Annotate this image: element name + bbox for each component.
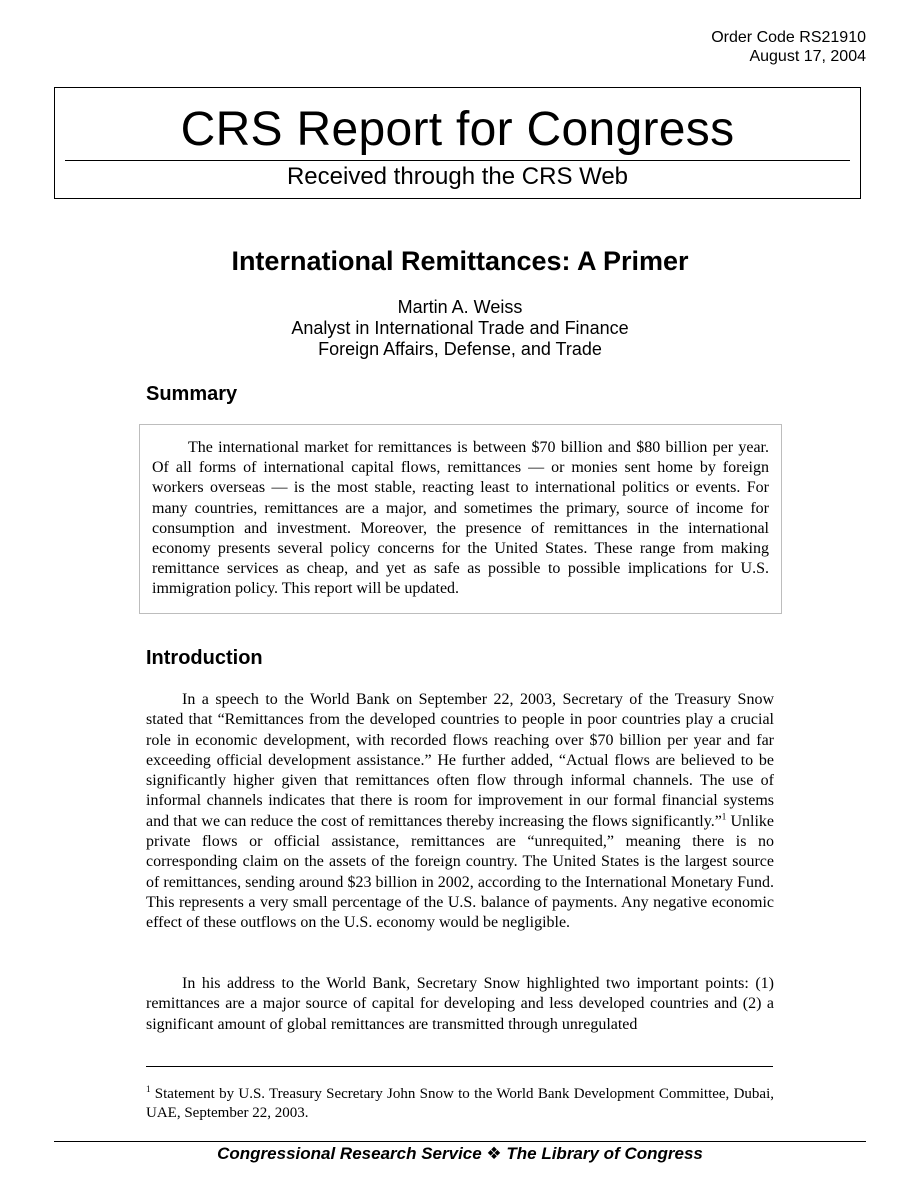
order-code: Order Code RS21910: [711, 29, 866, 46]
masthead-divider: [65, 160, 850, 161]
paragraph-text: Unlike private flows or official assistance, remittances are “unrequited,” meaning there is no corresponding claim on the assets of the foreign country. The United States is the largest source of remittances, sending around $23 billion in 2002, according to the International Monetary Fund. This represents a very small percentage of the U.S. balance of payments. Any negative economic effect of these outflows on the U.S. economy would be negligible.: [146, 812, 774, 932]
footer: Congressional Research Service ❖ The Library of Congress: [217, 1144, 703, 1163]
footnote: [146, 1085, 774, 1123]
footnote-text: Statement by U.S. Treasury Secretary John Snow to the World Bank Development Committee, Dubai, UAE, September 22, 2003.: [146, 1086, 774, 1121]
footer-divider: [54, 1141, 866, 1142]
footnote-ref[interactable]: 1: [721, 811, 727, 822]
report-title: International Remittances: A Primer: [231, 246, 689, 276]
author-name: Martin A. Weiss: [397, 297, 523, 317]
report-date: August 17, 2004: [749, 48, 866, 65]
footnote-divider: [146, 1066, 773, 1067]
introduction-paragraph-2: In his address to the World Bank, Secretary Snow highlighted two important points: (1) remittances are a major source of capital for developing and less developed countries and (2) a significant amount of global remittances are transmitted through unregulated: [146, 975, 774, 1033]
masthead-title: CRS Report for Congress: [180, 103, 735, 156]
author-division: Foreign Affairs, Defense, and Trade: [318, 339, 602, 359]
introduction-paragraph-1: [146, 690, 774, 934]
masthead: [54, 87, 861, 199]
order-info: [711, 28, 866, 66]
author-block: [0, 297, 920, 360]
summary-text: The international market for remittances is between $70 billion and $80 billion per year. Of all forms of international capital flows, remittances — or monies sent home by foreign workers overseas — is the most stable, reacting least to international politics or events. For many countries, remittances are a major, and sometimes the primary, source of income for consumption and investment. Moreover, the presence of remittances in the international economy presents several policy concerns for the United States. These range from making remittance services as cheap, and yet as safe as possible to possible implications for U.S. immigration policy. This report will be updated.: [152, 439, 769, 598]
footnote-number: 1: [146, 1084, 151, 1094]
paragraph-text: In a speech to the World Bank on September 22, 2003, Secretary of the Treasury Snow stated that “Remittances from the developed countries to people in poor countries play a crucial role in economic development, with recorded flows reaching over $70 billion per year and far exceeding official development assistance.” He further added, “Actual flows are believed to be significantly higher given that remittances often flow through informal channels. The use of informal channels indicates that there is room for improvement in our formal financial systems and that we can reduce the cost of remittances thereby increasing the flows significantly.”: [146, 691, 774, 830]
masthead-subtitle: Received through the CRS Web: [286, 163, 629, 190]
author-role: Analyst in International Trade and Finance: [291, 318, 629, 338]
introduction-heading: Introduction: [146, 647, 263, 669]
summary-heading: Summary: [146, 383, 238, 405]
summary-box: [139, 424, 782, 614]
